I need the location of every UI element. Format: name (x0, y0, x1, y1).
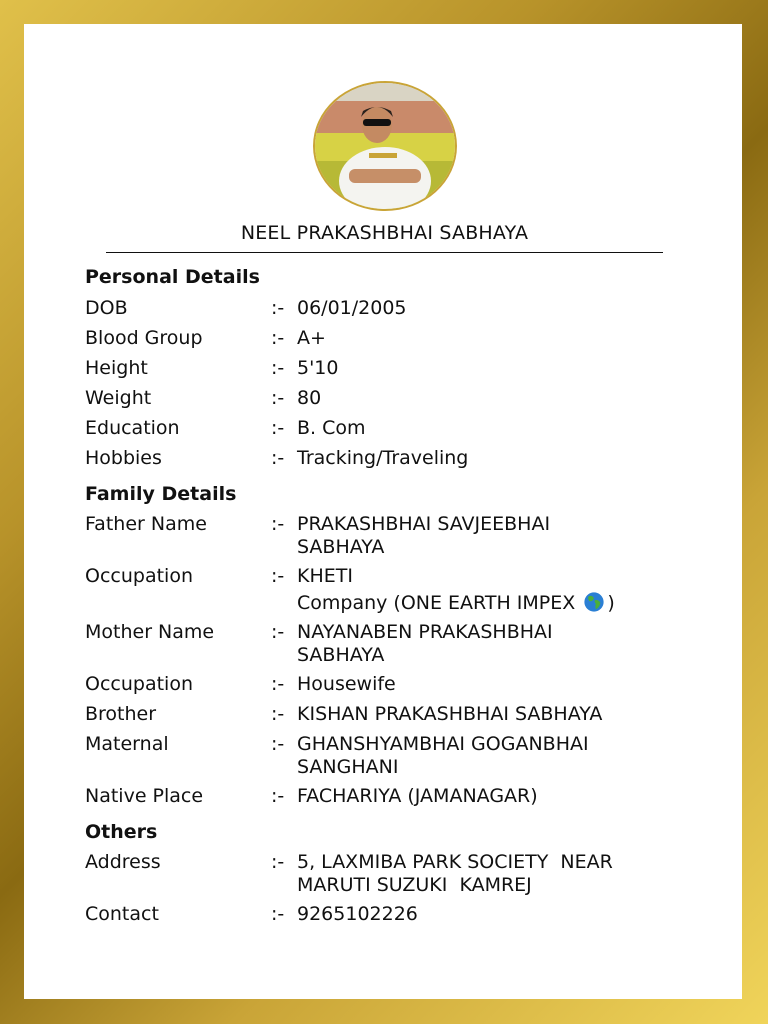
label-maternal: Maternal (85, 733, 169, 755)
occupation-company-close: ) (607, 592, 615, 614)
label-weight: Weight (85, 387, 152, 409)
name-underline (106, 252, 663, 253)
label-father-name: Father Name (85, 513, 207, 535)
separator: :- (271, 703, 285, 725)
separator: :- (271, 903, 285, 925)
label-father-occupation: Occupation (85, 565, 193, 587)
value-hobbies: Tracking/Traveling (297, 447, 469, 469)
section-others: Others (85, 821, 158, 843)
value-maternal-line2: SANGHANI (297, 756, 399, 778)
separator: :- (271, 785, 285, 807)
separator: :- (271, 417, 285, 439)
value-mother-name-line2: SABHAYA (297, 644, 385, 666)
separator: :- (271, 621, 285, 643)
value-height: 5'10 (297, 357, 339, 379)
separator: :- (271, 513, 285, 535)
profile-photo (313, 81, 457, 211)
value-father-occupation-line2 (297, 591, 615, 615)
value-weight: 80 (297, 387, 322, 409)
value-dob: 06/01/2005 (297, 297, 407, 319)
value-maternal-line1: GHANSHYAMBHAI GOGANBHAI (297, 733, 589, 755)
value-education: B. Com (297, 417, 366, 439)
label-dob: DOB (85, 297, 128, 319)
value-father-name-line2: SABHAYA (297, 536, 385, 558)
separator: :- (271, 673, 285, 695)
value-address (297, 851, 613, 897)
separator: :- (271, 733, 285, 755)
value-contact[interactable]: 9265102226 (297, 903, 418, 925)
separator: :- (271, 357, 285, 379)
label-hobbies: Hobbies (85, 447, 162, 469)
separator: :- (271, 327, 285, 349)
label-mother-name: Mother Name (85, 621, 215, 643)
value-native-place: FACHARIYA (JAMANAGAR) (297, 785, 538, 807)
profile-photo-illustration (315, 83, 455, 209)
globe-emoji-icon (581, 591, 607, 613)
section-personal-details: Personal Details (85, 266, 260, 288)
separator: :- (271, 297, 285, 319)
separator: :- (271, 565, 285, 587)
label-education: Education (85, 417, 180, 439)
value-father-name (297, 513, 550, 559)
separator: :- (271, 387, 285, 409)
separator: :- (271, 851, 285, 873)
label-contact: Contact (85, 903, 159, 925)
value-father-name-line1: PRAKASHBHAI SAVJEEBHAI (297, 513, 551, 535)
value-mother-name-line1: NAYANABEN PRAKASHBHAI (297, 621, 553, 643)
value-father-occupation (297, 565, 615, 615)
label-brother: Brother (85, 703, 157, 725)
section-family-details: Family Details (85, 483, 237, 505)
occupation-company-text: Company (ONE EARTH IMPEX (297, 592, 582, 614)
value-father-occupation-line1: KHETI (297, 565, 353, 587)
label-native-place: Native Place (85, 785, 204, 807)
separator: :- (271, 447, 285, 469)
value-mother-name (297, 621, 553, 667)
value-blood-group: A+ (297, 327, 326, 349)
value-brother: KISHAN PRAKASHBHAI SABHAYA (297, 703, 603, 725)
value-mother-occupation: Housewife (297, 673, 396, 695)
label-address: Address (85, 851, 161, 873)
label-height: Height (85, 357, 148, 379)
value-maternal (297, 733, 589, 779)
person-name: NEEL PRAKASHBHAI SABHAYA (240, 222, 529, 244)
value-address-line1: 5, LAXMIBA PARK SOCIETY NEAR (297, 851, 613, 873)
label-mother-occupation: Occupation (85, 673, 193, 695)
value-address-line2: MARUTI SUZUKI KAMREJ (297, 874, 532, 896)
label-blood-group: Blood Group (85, 327, 203, 349)
